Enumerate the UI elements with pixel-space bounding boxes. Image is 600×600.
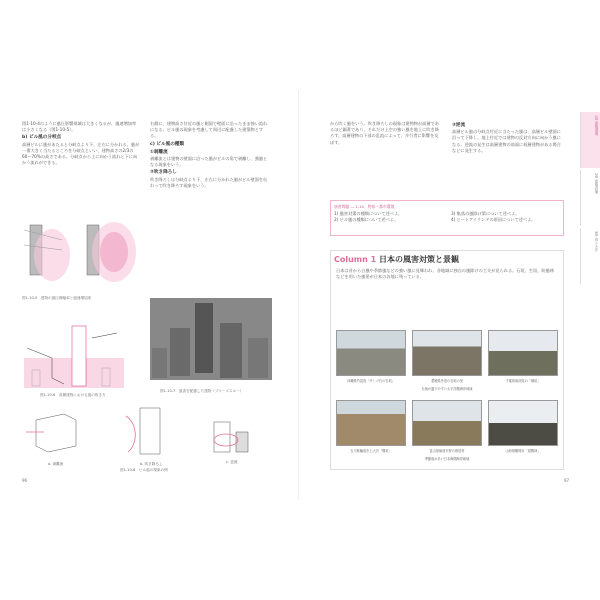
photo-ishikawa [336, 400, 406, 446]
side-tab-2: 2章 建築設備 [580, 170, 600, 226]
right-para1: から吹く風をいう。吹き降ろしの現象は建物物が高層であるほど顕著であり、それだけ上空の強い風を地上に吹き降ろす。高層建物の下部の乱流によって、歩行者に影響を及ぼす。 [330, 121, 439, 145]
side-tab-1: 1章 建築環境 [580, 112, 600, 168]
exercise-title: 演習問題 — 1-10 物体・都市環境 [334, 204, 395, 209]
right-para2: 高層ビル風の分岐点付近に当たった風は、高層ビル壁面に沿って下降し、地上付近では建物の反対方向に向かう風になる。逆流の発生は高層建物の前面に低層建物がある場合などに発生する。 [452, 129, 561, 153]
photo-caption: 愛媛県外泊の石垣の里 [431, 379, 463, 383]
city-photo [150, 298, 272, 380]
column-heading: 日本の風害対策と景観 [378, 255, 459, 264]
left-page-number: 96 [22, 478, 28, 483]
para-b: 高層ビルに風があたると分岐点より下、左右に分かれる。風が一番大きく当たるところを分岐点といい、建物高さの2/3の60〜70%の高さである。分岐点から上に向かう流れと下に向かう流れができる。 [22, 141, 140, 166]
fig4-label-c: c. 逆流 [226, 460, 238, 464]
exercise-right [451, 211, 561, 223]
heading-c: c) ビル風の種類 [150, 141, 184, 147]
heading-c1: ①剥離流 [150, 149, 168, 155]
photo-caption: 沖縄県竹富島「サンゴ石の石垣」 [347, 379, 395, 383]
side-tab-3: 3章 省エネ法 [580, 228, 600, 284]
exercise-item: 3) 集落の風除け策について述べよ。 [451, 211, 520, 216]
separation-flow-diagram [24, 410, 84, 460]
para-c2: 吹き降ろしは分岐点より下、左右に分かれた風がビル壁面を伝わって吹き降ろす現象をいう。 [150, 176, 268, 188]
fig4-caption: 図1-10-8 ビル風の現象の例 [120, 468, 168, 472]
photo-caption: 千葉県南房総の「槙垣」 [505, 379, 541, 383]
left-col2 [150, 121, 268, 189]
right-page-number: 97 [564, 478, 570, 483]
fig2-caption: 図1-10-6 高層建物における風の吹き方 [40, 393, 106, 397]
column-title [334, 254, 459, 265]
para-c1: 剥離流とは建物の壁面に沿った風がビルの角で剥離し、強風となる現象をいう。 [150, 156, 268, 168]
row1-label: 台風が通りやすい太平洋側海岸地域 [421, 387, 473, 391]
heading-reverse: ③逆流 [452, 123, 466, 128]
column-text: 日本は昔から台風や季節風などの強い風に見舞われ、各地域に独自の風除けの工夫が見られる。石垣、生垣、防風林などを用いた風景が日本の各地に残っている。 [336, 268, 555, 280]
downwash-diagram [120, 404, 180, 460]
fig4-label-b: b. 吹き降ろし [140, 462, 163, 466]
photo-caption: 石川県輪島市上大沢「間垣」 [350, 449, 392, 453]
wind-pressure-figure [22, 210, 142, 290]
photo-toyama [412, 400, 482, 446]
photo-okinawa [336, 330, 406, 376]
heading-b: b) ビル風の分岐点 [22, 135, 62, 141]
exercise-item: 2) ビル風の種類について述べよ。 [334, 217, 399, 223]
left-col1 [22, 121, 140, 166]
intro-text: 図1-10-4のように風圧影響領域は大きくなるが、風速増加率は小さくなる（図1-10-5）。 [22, 121, 137, 133]
column-label: Column 1 [334, 255, 377, 264]
exercise-left [334, 211, 444, 223]
para-c-intro: 右側に、建物高さ付近の風と側面で壁面に沿ったまま強い流れになる。ビル風の現象を考慮して周辺に配慮した建築物とする。 [150, 121, 268, 139]
reverse-flow-diagram [206, 412, 266, 458]
fig1-caption: 図1-10-5 建物の風圧増幅率と風速増加率 [22, 296, 92, 300]
gutter [298, 90, 299, 500]
photo-chiba [488, 330, 558, 376]
building-wind-figure [22, 318, 140, 390]
fig3-caption: 図1-10-7 風害を配慮した建物（ブリーズスルー） [160, 389, 244, 393]
photo-caption: 山形県鶴岡市「屋敷林」 [505, 449, 541, 453]
row2-label: 季節風が多い日本海側海岸地域 [424, 457, 470, 461]
exercise-item: 4) ヒートアイランドの原因について述べよ。 [451, 217, 536, 223]
right-col1 [330, 121, 442, 146]
photo-caption: 富山県砺波平野の散居村 [429, 449, 465, 453]
right-col2 [452, 121, 564, 154]
exercise-box [330, 200, 564, 236]
heading-c2: ②吹き降ろし [150, 170, 177, 176]
exercise-item: 1) 風害対策の種類について述べよ。 [334, 211, 403, 216]
photo-ehime [412, 330, 482, 376]
photo-yamagata [488, 400, 558, 446]
fig4-label-a: a. 剥離流 [48, 462, 64, 466]
